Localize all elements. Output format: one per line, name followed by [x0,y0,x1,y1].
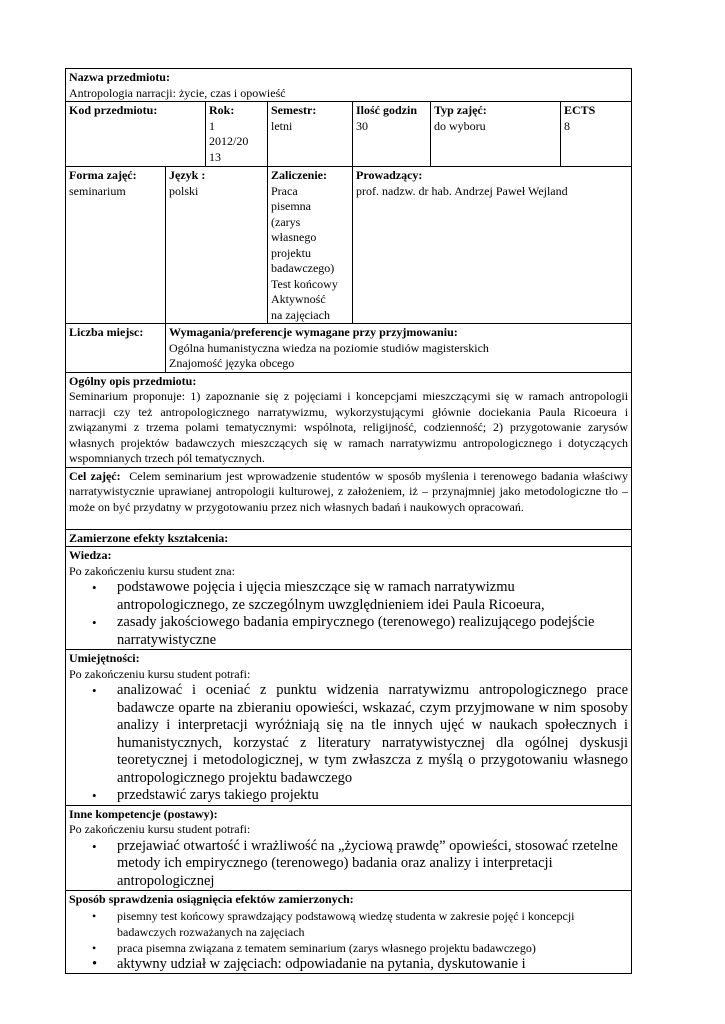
hours-cell [353,102,431,167]
ects-value: 8 [564,118,570,133]
verification-item: • pisemny test końcowy sprawdzający podstawową wiedzę studenta w zakresie pojęć i koncepcji badawczych rozważanych na zajęciach [104,908,628,940]
credit-cell [268,167,353,324]
credit-line: własnego [271,230,317,244]
requirements-label: Wymagania/preferencje wymagane przy przyjmowaniu: [169,325,458,339]
row-goal [66,467,632,529]
teacher-label: Prowadzący: [356,168,423,182]
verification-label: Sposób sprawdzenia osiągnięcia efektów zamierzonych: [69,892,354,906]
course-name-cell [66,69,632,102]
class-form-label: Forma zajęć: [69,168,137,182]
class-type-cell [431,102,561,167]
credit-line: projektu [271,245,311,260]
goal-label: Cel zajęć: [69,468,121,483]
competences-list [69,838,628,891]
verification-item: • praca pisemna związana z tematem seminarium (zarys własnego projektu badawczego) [104,940,628,956]
credit-line: Aktywność [271,292,326,306]
row-skills [66,650,632,806]
course-name-label: Nazwa przedmiotu: [69,70,170,84]
knowledge-list [69,579,628,649]
goal-cell [66,467,632,529]
credit-line: (zarys [271,214,301,229]
description-text: Seminarium proponuje: 1) zapoznanie się z pojęciami i koncepcjami mieszczącymi się w ramach antropologii narracji czy też antropologicznego narratywizmu, wykorzystującymi głównie dociekania Paula Ricoeura i związanymi z trzema polami tematycznymi: wspólnota, religijność, codzienność; 2) przygotowanie zarysów własnych projektów badawczych mieszczących się w ramach narratywizmu antropologicznego i dotyczących wspomnianych trzech pól tematycznych. [69,389,629,465]
credit-line: na zajęciach [271,307,330,322]
outcomes-header-cell [66,529,632,547]
skills-intro: Po zakończeniu kursu student potrafi: [69,666,251,681]
credit-label: Zaliczenie: [271,168,327,182]
language-value: polski [169,183,199,198]
knowledge-label: Wiedza: [69,548,112,562]
row-course-name [66,69,632,102]
competences-intro: Po zakończeniu kursu student potrafi: [69,822,251,836]
row-outcomes-header [66,529,632,547]
ects-label: ECTS [564,103,596,117]
skills-label: Umiejętności: [69,651,140,665]
hours-label: Ilość godzin [356,103,418,117]
knowledge-item: • zasady jakościowego badania empirycznego (terenowego) realizującego podejście narratywistyczne [104,614,628,649]
hours-value: 30 [356,118,368,133]
credit-line: pisemna [271,199,311,213]
competences-item: • przejawiać otwartość i wrażliwość na „życiową prawdę” opowieści, stosować rzetelne metody ich empirycznego (terenowego) badania oraz analizy i interpretacji antropologicznej [104,838,628,891]
row-description [66,372,632,467]
semester-value: letni [271,118,293,133]
row-verification [66,891,632,974]
ects-cell [561,102,632,167]
teacher-cell [353,167,632,324]
year-value-line-3: 13 [209,149,221,164]
course-name-value: Antropologia narracji: życie, czas i opowieść [69,85,286,100]
requirement-item: Znajomość języka obcego [169,356,295,370]
row-course-details [66,102,632,167]
knowledge-intro: Po zakończeniu kursu student zna: [69,563,235,578]
year-value-line-1: 1 [209,118,215,133]
semester-cell [268,102,353,167]
course-code-cell [66,102,206,167]
skills-cell [66,650,632,806]
year-cell [206,102,268,167]
course-code-label: Kod przedmiotu: [69,103,158,117]
goal-text: Celem seminarium jest wprowadzenie studentów w sposób myślenia i terenowego badania właściwy narratywistycznie uprawianej antropologii kulturowej, z założeniem, iż – przynajmniej jako metodologiczne tło – może on być przydatny w przygotowaniu przez nich własnych badań i naukowych opracowań. [69,468,629,514]
competences-label: Inne kompetencje (postawy): [69,806,218,821]
year-label: Rok: [209,103,235,117]
credit-line: Praca [271,183,298,198]
semester-label: Semestr: [271,103,317,117]
row-places [66,324,632,373]
description-label: Ogólny opis przedmiotu: [69,373,197,388]
verification-list [69,908,628,973]
places-label: Liczba miejsc: [69,325,144,339]
course-syllabus-table [65,68,632,974]
class-type-label: Typ zajęć: [434,103,487,117]
verification-cell [66,891,632,974]
outcomes-label: Zamierzone efekty kształcenia: [69,530,229,545]
skills-list [69,682,628,805]
requirement-item: Ogólna humanistyczna wiedza na poziomie studiów magisterskich [169,340,489,355]
credit-line: Test końcowy [271,276,338,291]
language-label: Język : [169,168,206,182]
row-knowledge [66,547,632,650]
skills-item: • analizować i oceniać z punktu widzenia narratywizmu antropologicznego prace badawcze oparte na zbieraniu opowieści, wskazać, czym przyjmowane w nim sposoby analizy i interpretacji wyróżniają się na tle innych ujęć w naukach społecznych i humanistycznych, korzystać z literatury narratywistycznej dla ogólnej dyskusji teoretycznej i metodologicznej, w tym zwłaszcza z myślą o przygotowaniu własnego antropologicznego projektu badawczego [104,682,628,787]
places-cell [66,324,166,373]
competences-cell [66,805,632,891]
knowledge-item: • podstawowe pojęcia i ujęcia mieszczące się w ramach narratywizmu antropologicznego, ze szczególnym uwzględnieniem idei Paula Ricoeura, [104,579,628,614]
knowledge-cell [66,547,632,650]
row-competences [66,805,632,891]
class-form-cell [66,167,166,324]
requirements-cell [166,324,632,373]
description-cell [66,372,632,467]
skills-item: • przedstawić zarys takiego projektu [104,787,628,805]
teacher-value: prof. nadzw. dr hab. Andrzej Paweł Wejland [356,183,568,198]
verification-item: • aktywny udział w zajęciach: odpowiadanie na pytania, dyskutowanie i [104,956,628,973]
year-value-line-2: 2012/20 [209,134,249,148]
class-form-value: seminarium [69,183,126,198]
row-class-form [66,167,632,324]
class-type-value: do wyboru [434,118,486,133]
credit-line: badawczego) [271,261,335,275]
language-cell [166,167,268,324]
